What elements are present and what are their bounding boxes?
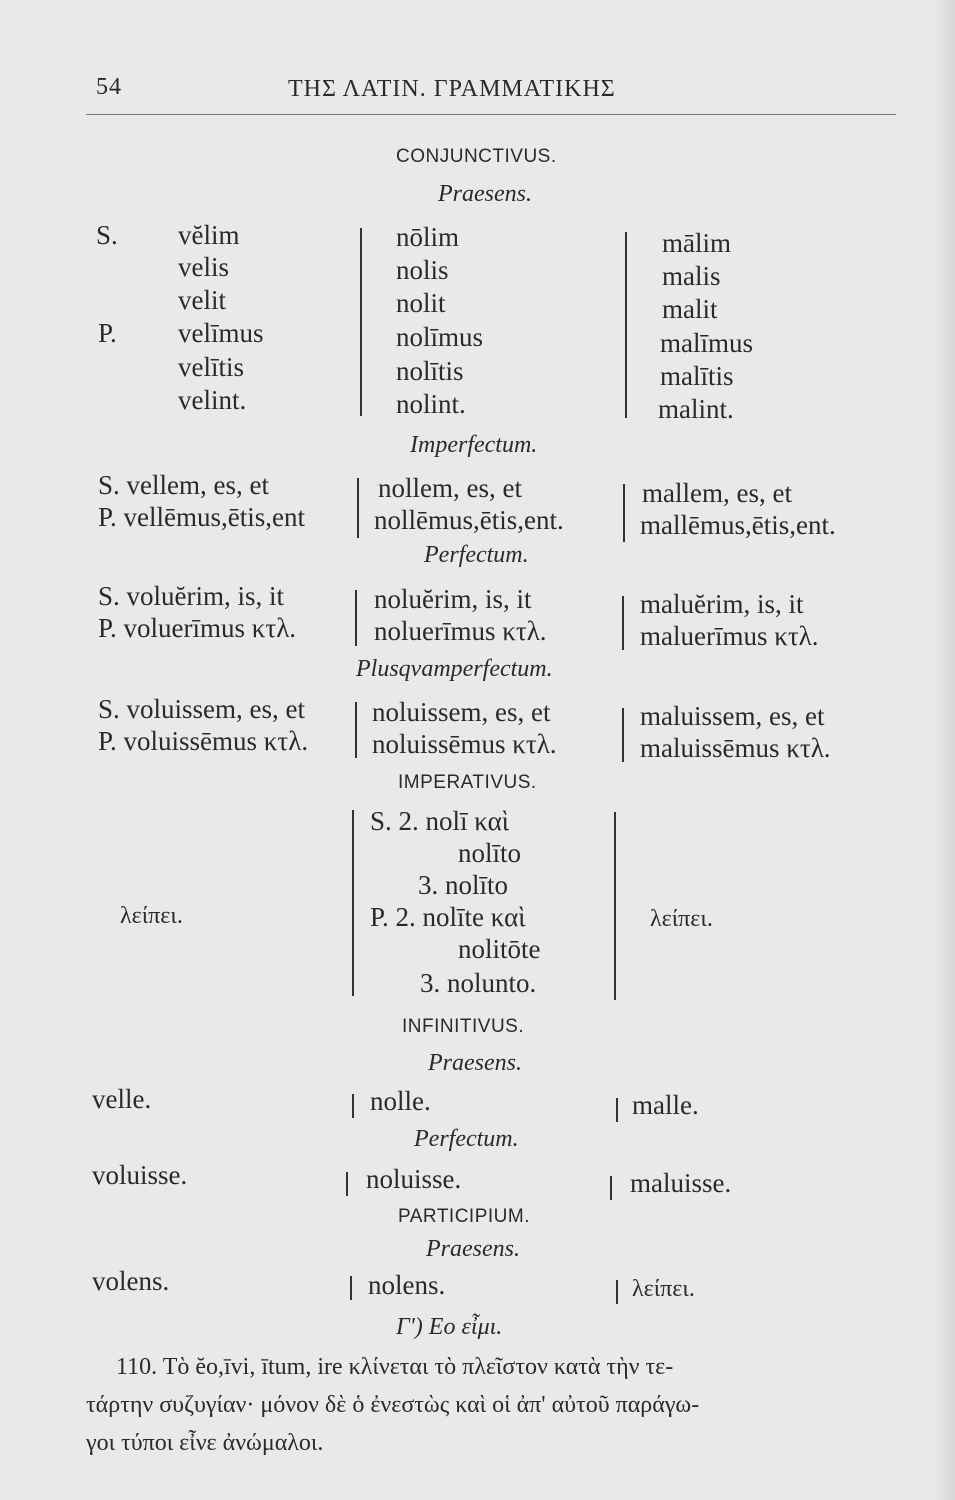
tense-label-praesens: Praesens. [428, 1050, 522, 1076]
malle-form: maluĕrim, is, it [640, 589, 804, 619]
nolle-form: nollēmus,ētis,ent. [374, 505, 564, 535]
tense-label-imperfectum: Imperfectum. [410, 432, 538, 458]
nolle-form: noluerīmus κτλ. [374, 616, 547, 646]
tense-label-praesens: Praesens. [438, 181, 532, 207]
paragraph-line: γοι τύποι εἶνε ἀνώμαλοι. [86, 1430, 324, 1456]
velle-form: P. voluissēmus κτλ. [98, 726, 309, 756]
velle-form: S. voluĕrim, is, it [98, 581, 285, 611]
column-divider [355, 590, 357, 646]
missing-note: λείπει. [120, 903, 183, 929]
velle-form: velīmus [178, 318, 264, 348]
malle-form: malīmus [660, 328, 753, 358]
running-title: ΤΗΣ ΛΑΤΙΝ. ΓΡΑΜΜΑΤΙΚΗΣ [288, 76, 616, 102]
section-title-infinitivus: INFINITIVUS. [402, 1016, 525, 1037]
section-title-participium: PARTICIPIUM. [398, 1206, 530, 1227]
nolle-form: noluissem, es, et [372, 697, 551, 727]
malle-form: malītis [660, 361, 734, 391]
velle-form: voluisse. [92, 1160, 188, 1190]
column-divider [622, 708, 624, 762]
nolle-form: noluĕrim, is, it [374, 584, 532, 614]
velle-form: velītis [178, 352, 244, 382]
imperative-form: S. 2. nolī καὶ [370, 806, 510, 836]
nolle-form: nolint. [396, 389, 466, 419]
velle-form: velis [178, 252, 229, 282]
malle-form: malle. [632, 1090, 699, 1120]
column-divider [360, 228, 362, 416]
section-title-imperativus: IMPERATIVUS. [398, 772, 537, 793]
page-edge-shadow [933, 0, 955, 1500]
column-divider [614, 812, 616, 1000]
nolle-form: nōlim [396, 222, 460, 252]
velle-form: S. voluissem, es, et [98, 694, 305, 724]
column-divider [616, 1280, 618, 1304]
malle-form: malint. [658, 394, 734, 424]
column-divider [625, 232, 627, 418]
nolle-form: nolīmus [396, 322, 484, 352]
header-rule [86, 114, 896, 115]
imperative-form: nolīto [458, 838, 522, 868]
page-number: 54 [96, 74, 122, 100]
malle-form: maluissem, es, et [640, 701, 825, 731]
velle-form: S. vellem, es, et [98, 470, 269, 500]
malle-form: λείπει. [632, 1276, 695, 1302]
paragraph-line [116, 1350, 946, 1384]
malle-form: maluerīmus κτλ. [640, 621, 819, 651]
malle-form: mālim [662, 228, 731, 258]
nolle-form: nolis [396, 255, 449, 285]
column-divider [357, 478, 359, 538]
number-marker: S. [96, 220, 118, 250]
column-divider [623, 484, 625, 542]
missing-note: λείπει. [650, 906, 713, 932]
paragraph-number: 110. [116, 1354, 158, 1380]
nolle-form: noluissēmus κτλ. [372, 729, 557, 759]
column-divider [352, 810, 354, 996]
column-divider [610, 1176, 612, 1200]
nolle-form: nolītis [396, 356, 464, 386]
velle-form: P. voluerīmus κτλ. [98, 613, 297, 643]
number-marker: P. [98, 318, 117, 348]
malle-form: malit [662, 294, 718, 324]
tense-label-perfectum: Perfectum. [414, 1126, 519, 1152]
column-divider [350, 1276, 352, 1300]
column-divider [622, 596, 624, 650]
nolle-form: nollem, es, et [378, 473, 522, 503]
velle-form: velle. [92, 1084, 152, 1114]
nolle-form: nolle. [370, 1086, 431, 1116]
tense-label-plusquamperfectum: Plusqvamperfectum. [356, 656, 553, 682]
velle-form: P. vellēmus,ētis,ent [98, 502, 305, 532]
imperative-form: 3. nolunto. [420, 968, 537, 998]
malle-form: mallem, es, et [642, 478, 792, 508]
tense-label-praesens: Praesens. [426, 1236, 520, 1262]
imperative-form: 3. nolīto [418, 870, 509, 900]
velle-form: volens. [92, 1266, 170, 1296]
velle-form: velint. [178, 385, 247, 415]
nolle-form: nolit [396, 288, 446, 318]
malle-form: maluissēmus κτλ. [640, 733, 831, 763]
malle-form: maluisse. [630, 1168, 732, 1198]
imperative-form: P. 2. nolīte καὶ [370, 902, 526, 932]
paragraph-text: Τὸ ĕo,īvi, ītum, ire κλίνεται τὸ πλεῖστον κατὰ τὴν τε- [162, 1354, 674, 1380]
malle-form: mallēmus,ētis,ent. [640, 510, 836, 540]
paragraph-line: τάρτην συζυγίαν· μόνον δὲ ὁ ἐνεστὼς καὶ οἱ ἀπ' αὐτοῦ παράγω- [86, 1392, 700, 1418]
tense-label-perfectum: Perfectum. [424, 542, 529, 568]
column-divider [355, 702, 357, 758]
column-divider [346, 1172, 348, 1196]
nolle-form: noluisse. [366, 1164, 462, 1194]
column-divider [352, 1094, 354, 1118]
velle-form: velit [178, 285, 226, 315]
column-divider [616, 1098, 618, 1122]
nolle-form: nolens. [368, 1270, 446, 1300]
malle-form: malis [662, 261, 721, 291]
velle-form: vĕlim [178, 220, 240, 250]
imperative-form: nolitōte [458, 934, 541, 964]
subsection-title: Γ') Eo εἶμι. [396, 1314, 503, 1340]
section-title-conjunctivus: CONJUNCTIVUS. [396, 146, 557, 167]
